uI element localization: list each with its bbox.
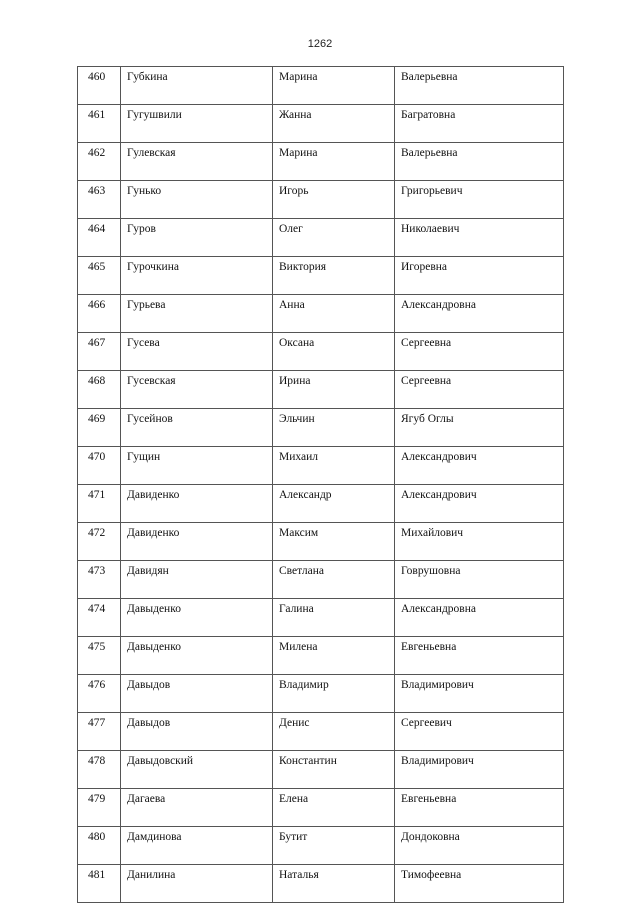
first-name-cell: Ирина [273,371,395,409]
patronymic-cell: Владимирович [395,675,564,713]
row-number-cell: 471 [78,485,121,523]
surname-cell: Гусева [121,333,273,371]
table-row [78,219,564,257]
table-row [78,523,564,561]
first-name-cell: Наталья [273,865,395,903]
table-row [78,257,564,295]
row-number-cell: 476 [78,675,121,713]
table-row [78,713,564,751]
table-row [78,675,564,713]
patronymic-cell: Евгеньевна [395,789,564,827]
names-table-body [78,67,564,903]
surname-cell: Гусевская [121,371,273,409]
patronymic-cell: Тимофеевна [395,865,564,903]
patronymic-cell: Багратовна [395,105,564,143]
surname-cell: Давыденко [121,637,273,675]
first-name-cell: Марина [273,67,395,105]
surname-cell: Давыдов [121,675,273,713]
page-number: 1262 [307,38,333,50]
patronymic-cell: Ягуб Оглы [395,409,564,447]
row-number-cell: 461 [78,105,121,143]
patronymic-cell: Сергеевна [395,371,564,409]
surname-cell: Губкина [121,67,273,105]
row-number-cell: 470 [78,447,121,485]
patronymic-cell: Григорьевич [395,181,564,219]
first-name-cell: Жанна [273,105,395,143]
row-number-cell: 464 [78,219,121,257]
surname-cell: Давидян [121,561,273,599]
names-table [77,66,564,903]
row-number-cell: 463 [78,181,121,219]
table-row [78,751,564,789]
surname-cell: Гурьева [121,295,273,333]
row-number-cell: 467 [78,333,121,371]
row-number-cell: 481 [78,865,121,903]
surname-cell: Данилина [121,865,273,903]
surname-cell: Гусейнов [121,409,273,447]
table-row [78,295,564,333]
row-number-cell: 479 [78,789,121,827]
patronymic-cell: Александровна [395,599,564,637]
first-name-cell: Денис [273,713,395,751]
patronymic-cell: Валерьевна [395,143,564,181]
row-number-cell: 466 [78,295,121,333]
row-number-cell: 465 [78,257,121,295]
surname-cell: Гуров [121,219,273,257]
first-name-cell: Александр [273,485,395,523]
row-number-cell: 469 [78,409,121,447]
patronymic-cell: Игоревна [395,257,564,295]
first-name-cell: Галина [273,599,395,637]
row-number-cell: 475 [78,637,121,675]
patronymic-cell: Владимирович [395,751,564,789]
surname-cell: Гурочкина [121,257,273,295]
table-row [78,143,564,181]
first-name-cell: Виктория [273,257,395,295]
table-row [78,561,564,599]
table-row [78,865,564,903]
table-row [78,637,564,675]
patronymic-cell: Александрович [395,485,564,523]
table-row [78,105,564,143]
surname-cell: Гунько [121,181,273,219]
patronymic-cell: Говрушовна [395,561,564,599]
table-row [78,67,564,105]
row-number-cell: 478 [78,751,121,789]
surname-cell: Гущин [121,447,273,485]
table-row [78,447,564,485]
table-row [78,333,564,371]
table-row [78,485,564,523]
row-number-cell: 474 [78,599,121,637]
surname-cell: Давыдов [121,713,273,751]
surname-cell: Дамдинова [121,827,273,865]
first-name-cell: Владимир [273,675,395,713]
first-name-cell: Константин [273,751,395,789]
patronymic-cell: Александрович [395,447,564,485]
surname-cell: Гугушвили [121,105,273,143]
table-row [78,789,564,827]
table-row [78,371,564,409]
table-row [78,599,564,637]
patronymic-cell: Сергеевна [395,333,564,371]
first-name-cell: Эльчин [273,409,395,447]
first-name-cell: Максим [273,523,395,561]
first-name-cell: Светлана [273,561,395,599]
patronymic-cell: Михайлович [395,523,564,561]
first-name-cell: Бутит [273,827,395,865]
row-number-cell: 477 [78,713,121,751]
surname-cell: Давиденко [121,523,273,561]
first-name-cell: Анна [273,295,395,333]
patronymic-cell: Александровна [395,295,564,333]
first-name-cell: Марина [273,143,395,181]
table-row [78,181,564,219]
patronymic-cell: Николаевич [395,219,564,257]
first-name-cell: Михаил [273,447,395,485]
table-row [78,409,564,447]
patronymic-cell: Сергеевич [395,713,564,751]
first-name-cell: Олег [273,219,395,257]
row-number-cell: 460 [78,67,121,105]
first-name-cell: Милена [273,637,395,675]
first-name-cell: Игорь [273,181,395,219]
surname-cell: Давыдовский [121,751,273,789]
row-number-cell: 462 [78,143,121,181]
surname-cell: Гулевская [121,143,273,181]
first-name-cell: Елена [273,789,395,827]
patronymic-cell: Дондоковна [395,827,564,865]
row-number-cell: 473 [78,561,121,599]
patronymic-cell: Валерьевна [395,67,564,105]
first-name-cell: Оксана [273,333,395,371]
surname-cell: Давыденко [121,599,273,637]
patronymic-cell: Евгеньевна [395,637,564,675]
row-number-cell: 472 [78,523,121,561]
row-number-cell: 468 [78,371,121,409]
table-row [78,827,564,865]
surname-cell: Дагаева [121,789,273,827]
surname-cell: Давиденко [121,485,273,523]
row-number-cell: 480 [78,827,121,865]
